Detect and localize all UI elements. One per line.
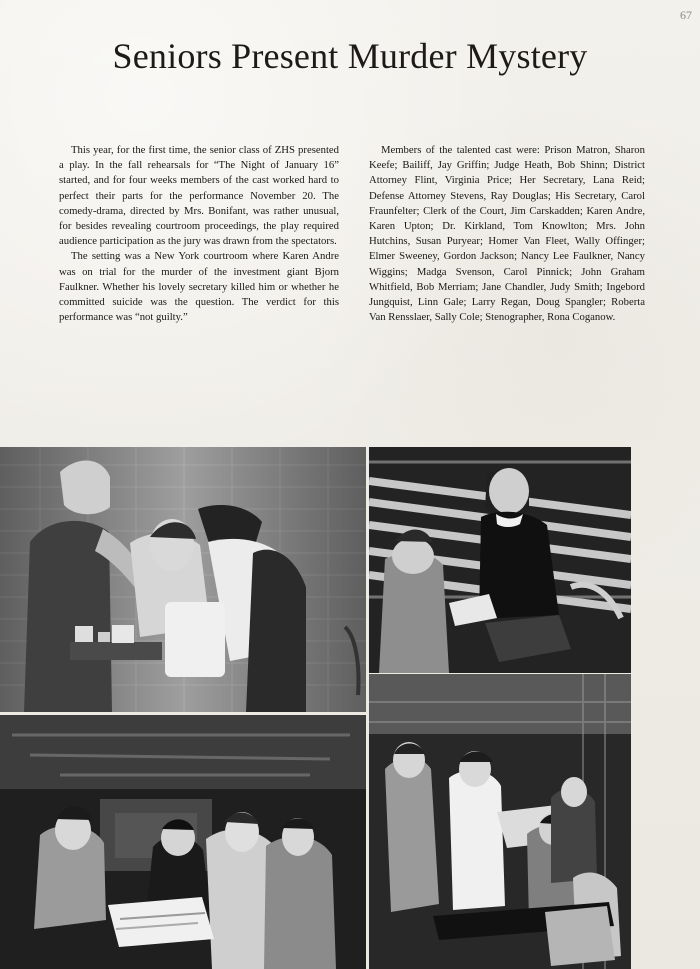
photo-desk-scene	[369, 447, 631, 673]
courtroom-photo-illustration	[369, 674, 631, 969]
photo-courtroom-scene	[369, 674, 631, 969]
article-left-column	[59, 143, 339, 325]
group-photo-illustration	[0, 715, 366, 969]
page-number: 67	[680, 8, 692, 22]
article-paragraph-2: The setting was a New York courtroom where Karen Andre was on trial for the murder of the investment giant Bjorn Faulkner. Whether his lovely secretary killed him or whether he committed suicide was the question. The verdict for this performance was “not guilty.”	[59, 250, 339, 324]
cast-list-paragraph: Members of the talented cast were: Prison Matron, Sharon Keefe; Bailiff, Jay Griffin; Judge Heath, Bob Shinn; District Attorney Flint, Virginia Price; Her Secretary, Lana Reid; Defense Attorney Stevens, Ray Douglas; His Secretary, Carol Fraunfelter; Clerk of the Court, Jim Carskadden; Karen Andre, Karen Upton; Dr. Kirkland, Tom Knowlton; Mrs. John Hutchins, Susan Puryear; Homer Van Fleet, Wally Offinger; Elmer Sweeney, Gordon Jackson; Nancy Lee Faulkner, Nancy Wiggins; Madga Svenson, Carol Pinnick; John Graham Whitfield, Bob Merriam; Jane Chandler, Judy Smith; Ingebord Jungquist, Linn Gale; Larry Regan, Doug Spangler; Roberta Van Rensslaer, Sally Cole; Stenographer, Rona Coganow.	[369, 144, 645, 324]
desk-photo-illustration	[369, 447, 631, 673]
cast-column	[369, 143, 645, 325]
photo-makeup-scene	[0, 447, 366, 712]
article-paragraph-1: This year, for the first time, the senior class of ZHS presented a play. In the fall rehearsals for “The Night of January 16” started, and for four weeks members of the cast worked hard to perfect their parts for the performance November 20. The comedy-drama, directed by Mrs. Bonifant, was rather unusual, for besides revealing courtroom proceedings, the play required audience participation as the jury was drawn from the spectators.	[59, 144, 339, 248]
page-title: Seniors Present Murder Mystery	[112, 36, 588, 76]
makeup-photo-illustration	[0, 447, 366, 712]
photo-rehearsal-group	[0, 715, 366, 969]
